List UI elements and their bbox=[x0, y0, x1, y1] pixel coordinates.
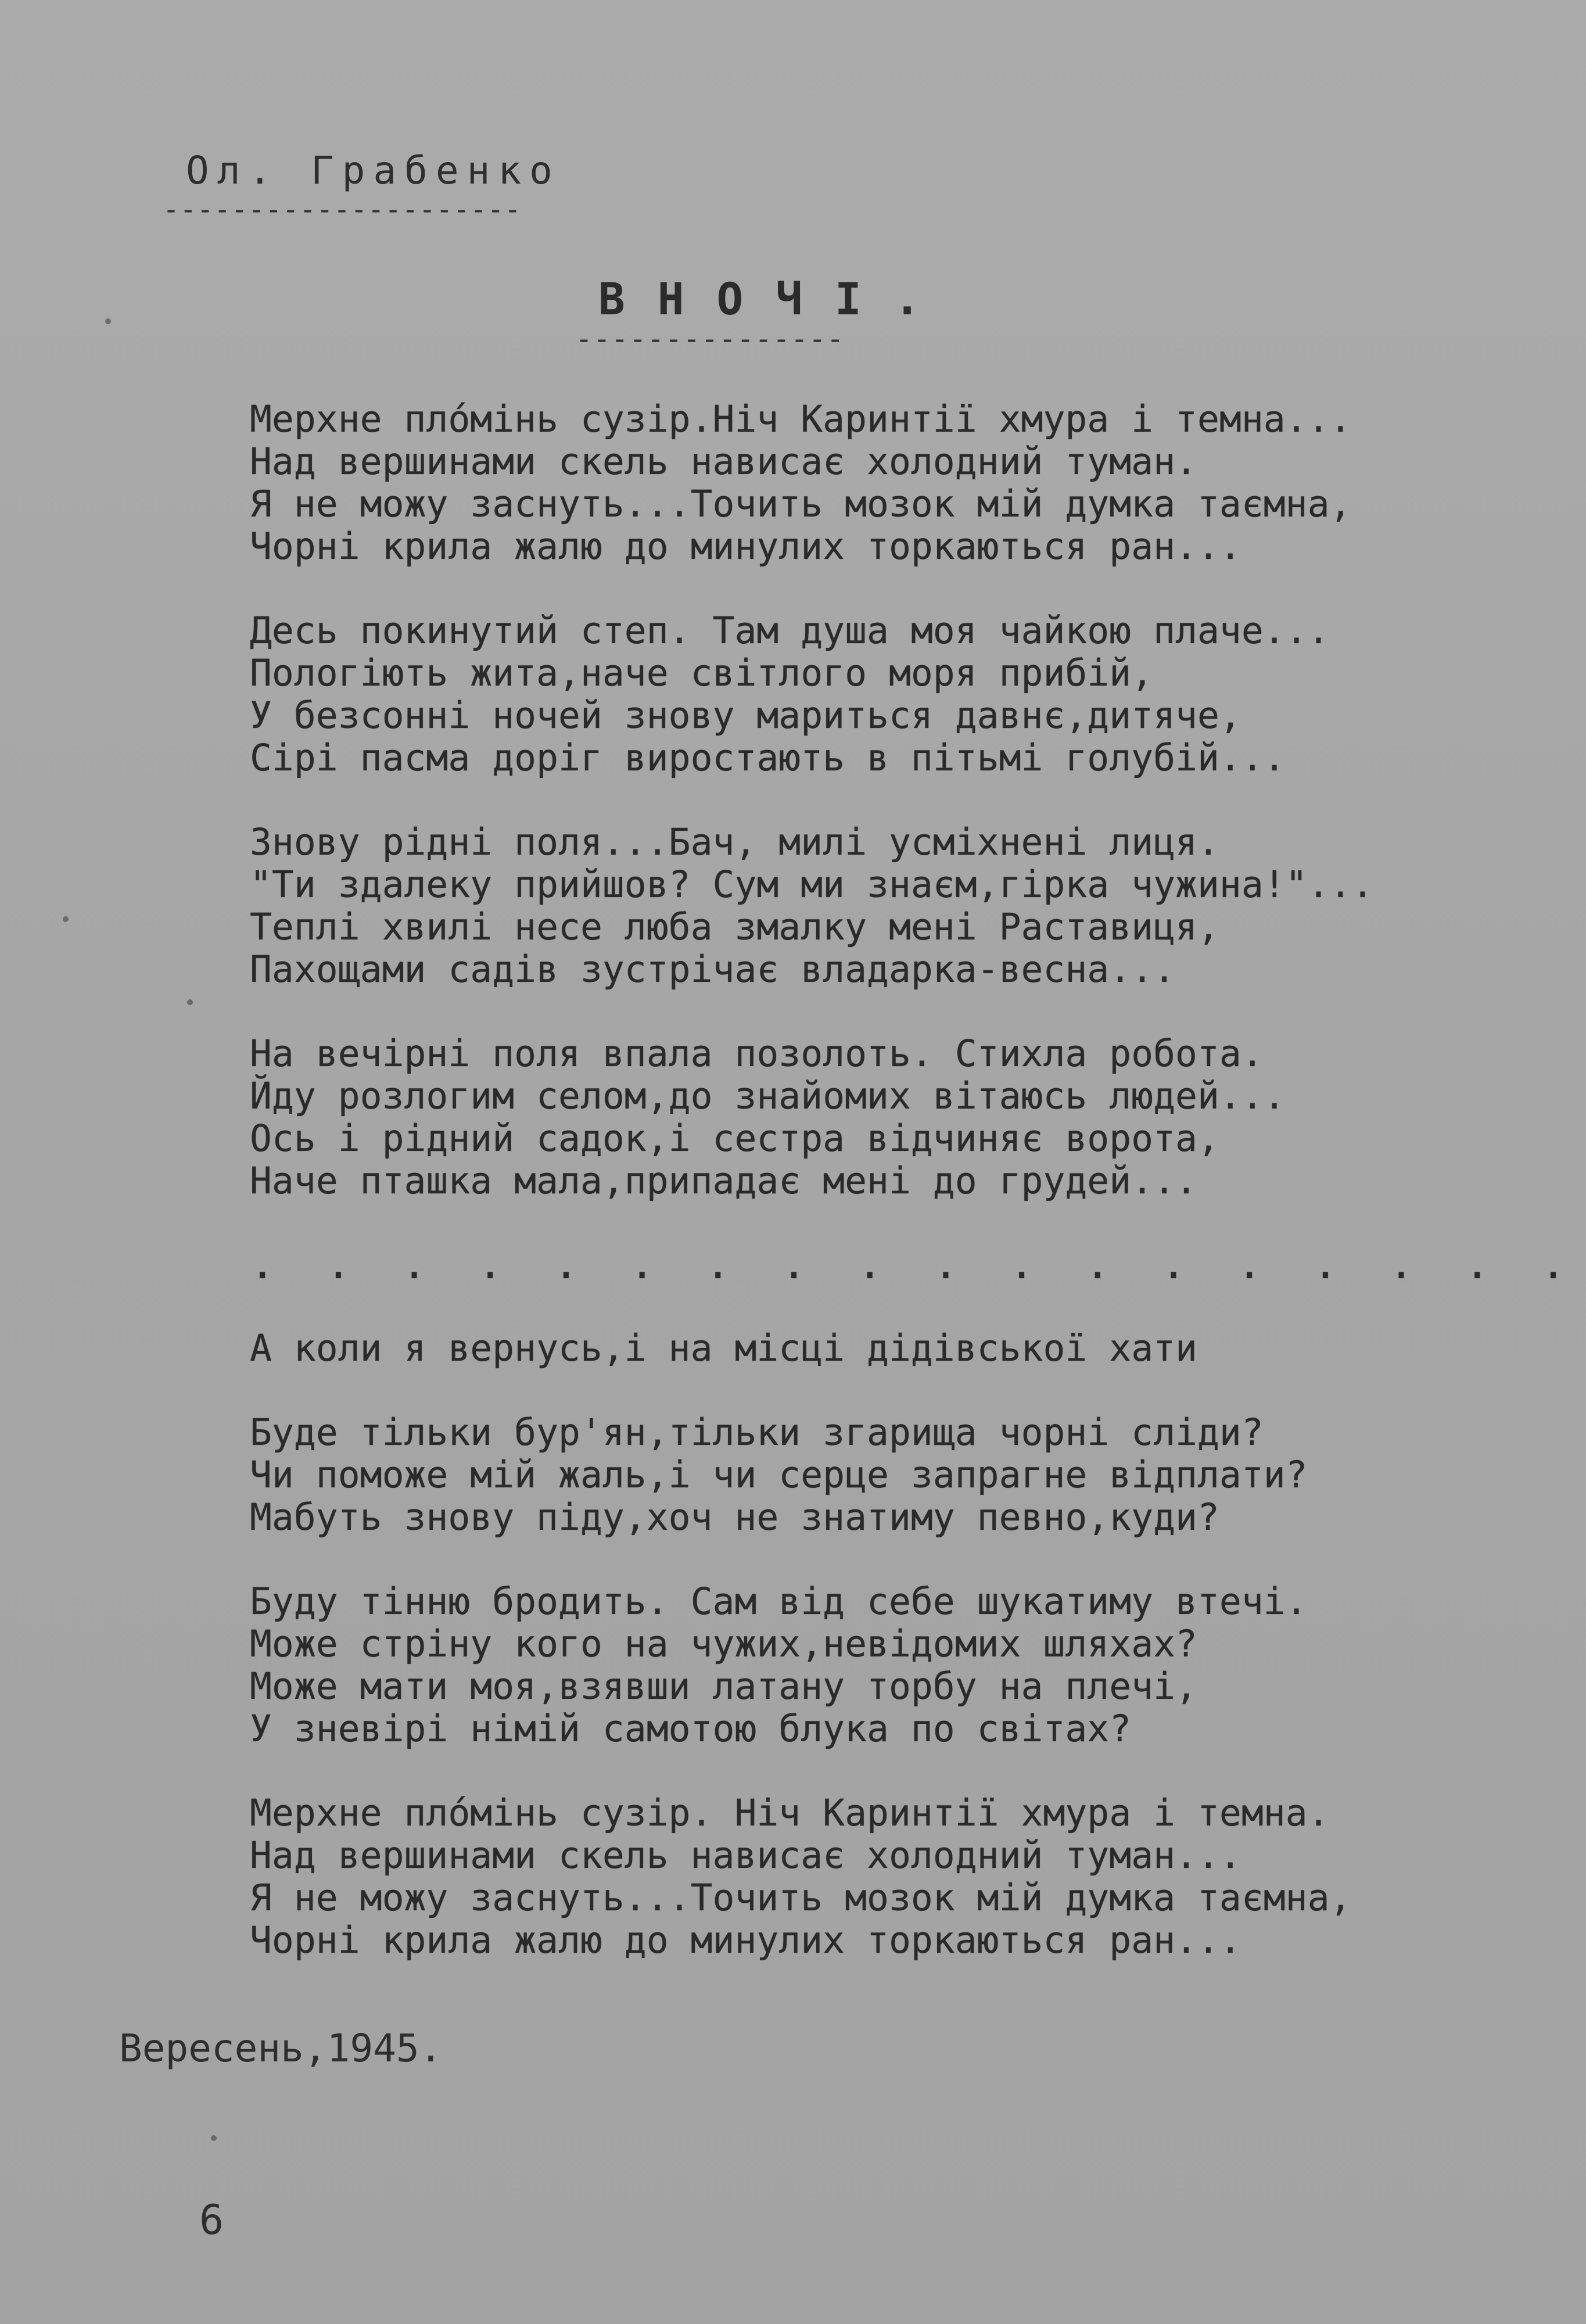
stanza bbox=[250, 1411, 1545, 1538]
poem-line: Десь покинутий степ. Там душа моя чайкою плаче... bbox=[250, 609, 1330, 652]
poem-line: Чорні крила жалю до минулих торкаються ран... bbox=[250, 1919, 1241, 1961]
poem-line: Може стріну кого на чужих,невідомих шляхах? bbox=[250, 1623, 1197, 1665]
author-name: Ол. Грабенко bbox=[186, 148, 561, 193]
ink-speck bbox=[211, 2135, 217, 2141]
author-underline: --------------------- bbox=[163, 193, 522, 226]
stanza bbox=[250, 1792, 1545, 1961]
poem-line: Я не можу заснуть...Точить мозок мій думка таємна, bbox=[250, 483, 1352, 525]
poem-line: "Ти здалеку прийшов? Сум ми знаєм,гірка чужина!"... bbox=[250, 863, 1374, 906]
poem-line: Над вершинами скель нависає холодний туман... bbox=[250, 1834, 1241, 1877]
ink-speck bbox=[187, 999, 193, 1005]
stanza bbox=[250, 398, 1545, 568]
poem-line: А коли я вернусь,і на місці дідівської хати bbox=[250, 1327, 1197, 1369]
poem-line: Буду тінню бродить. Сам від себе шукатиму втечі. bbox=[250, 1580, 1308, 1623]
stanza bbox=[250, 821, 1545, 991]
poem-line: Мабуть знову піду,хоч не знатиму певно,куди? bbox=[250, 1496, 1219, 1538]
poem-line: Йду розлогим селом,до знайомих вітаюсь людей... bbox=[250, 1075, 1286, 1117]
poem-line: Наче пташка мала,припадає мені до грудей... bbox=[250, 1160, 1197, 1202]
poem-line: Пахощами садів зустрічає владарка-весна... bbox=[250, 948, 1176, 991]
poem-title: ВНОЧІ. bbox=[598, 273, 953, 325]
poem-body bbox=[250, 398, 1579, 2003]
poem-line: Мерхне плóмінь сузір. Ніч Каринтії хмура і темна. bbox=[250, 1792, 1330, 1834]
poem-line: Чи поможе мій жаль,і чи серце запрагне відплати? bbox=[250, 1454, 1308, 1496]
poem-line: На вечірні поля впала позолоть. Стихла робота. bbox=[250, 1032, 1264, 1075]
poem-line: Сірі пасма доріг виростають в пітьмі голубій... bbox=[250, 737, 1286, 779]
ink-speck bbox=[105, 318, 111, 324]
poem-line: Я не можу заснуть...Точить мозок мій думка таємна, bbox=[250, 1877, 1352, 1919]
poem-line: Чорні крила жалю до минулих торкаються ран... bbox=[250, 525, 1241, 568]
poem-line: У зневірі німій самотою блука по світах? bbox=[250, 1708, 1132, 1750]
poem-line: Теплі хвилі несе люба змалку мені Раставиця, bbox=[250, 906, 1219, 948]
poem-line: Над вершинами скель нависає холодний туман. bbox=[250, 440, 1197, 483]
section-break-dots: . . . . . . . . . . . . . . . . . . bbox=[250, 1239, 1579, 1288]
page-number: 6 bbox=[199, 2196, 224, 2244]
poem-line: Мерхне плóмінь сузір.Ніч Каринтії хмура і темна... bbox=[250, 398, 1352, 440]
poem-line: Пологіють жита,наче світлого моря прибій, bbox=[250, 652, 1154, 694]
poem-line: Може мати моя,взявши латану торбу на плечі, bbox=[250, 1665, 1197, 1708]
ink-speck bbox=[63, 916, 69, 922]
poem-line: У безсонні ночей знову мариться давнє,дитяче, bbox=[250, 694, 1241, 737]
poem-line: Знову рідні поля...Бач, милі усміхнені лиця. bbox=[250, 821, 1219, 863]
stanza bbox=[250, 1580, 1545, 1750]
poem-date: Вересень,1945. bbox=[119, 2026, 443, 2071]
poem-line: Буде тільки бур'ян,тільки згарища чорні сліди? bbox=[250, 1411, 1264, 1454]
stanza bbox=[250, 609, 1545, 779]
title-underline: --------------- bbox=[575, 322, 845, 356]
stanza bbox=[250, 1032, 1545, 1202]
poem-line: Ось і рідний садок,і сестра відчиняє ворота, bbox=[250, 1117, 1219, 1160]
